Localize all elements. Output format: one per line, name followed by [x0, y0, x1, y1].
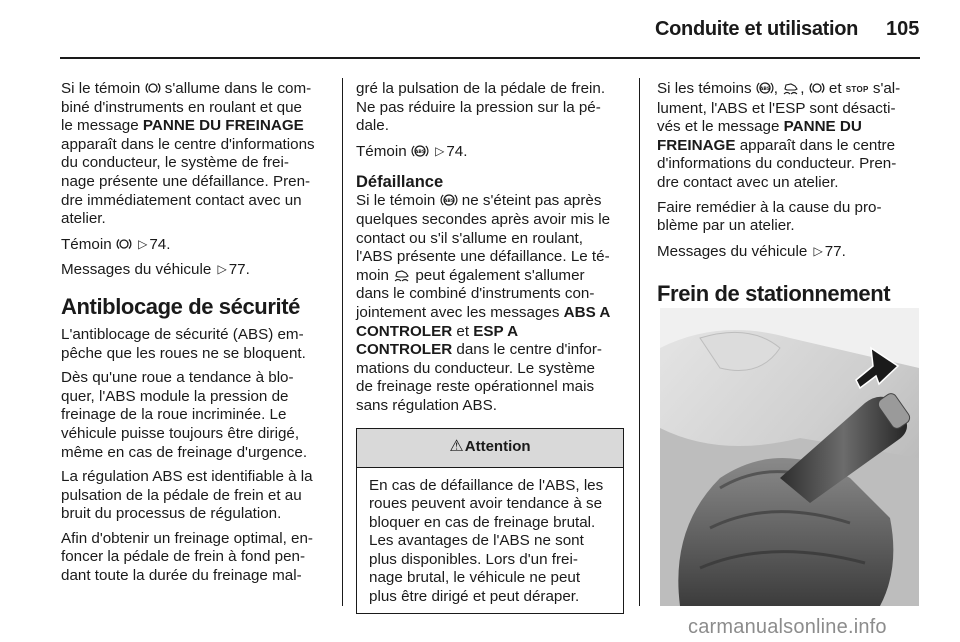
text: dans le centre d'infor- [452, 341, 602, 359]
text: quelques secondes après avoir mis le [356, 210, 611, 228]
esp-warning-icon [393, 268, 411, 282]
text: pulsation de la pédale de frein et au [61, 486, 302, 504]
text: de freinage reste opérationnel mais [356, 378, 595, 396]
text: Si le témoin [356, 192, 440, 210]
text: du conducteur, le système de frei- [61, 154, 289, 172]
text: Si les témoins [657, 80, 756, 97]
text: bruit du processus de régulation. [61, 505, 282, 523]
abs-braking-paragraph [61, 530, 327, 586]
attention-body [357, 468, 623, 613]
text: Faire remédier à la cause du pro- [657, 198, 882, 216]
watermark: carmanualsonline.info [688, 616, 887, 638]
text: le message [61, 117, 143, 135]
reference-arrow-icon: ▷ [435, 143, 445, 158]
abs-esp-deactivated-paragraph [657, 80, 919, 193]
workshop-paragraph [657, 199, 919, 236]
section-heading-abs: Antiblocage de sécurité [61, 293, 300, 319]
text: peut également s'allumer [411, 266, 585, 284]
column-divider-left [342, 78, 343, 606]
text: Si le témoin [61, 80, 145, 97]
text: Ne pas réduire la pression sur la pé- [356, 98, 601, 116]
abs-warning-icon [756, 81, 774, 95]
text: ne s'éteint pas après [457, 192, 602, 210]
text: nage présente une défaillance. Pren- [61, 172, 311, 190]
column-3 [657, 80, 919, 313]
text: , [773, 80, 783, 97]
page-reference-link[interactable]: 77. [228, 261, 250, 279]
text: dant toute la durée du freinage mal- [61, 567, 302, 585]
text: Témoin [61, 235, 116, 253]
text: roues peuvent avoir tendance à se [369, 495, 603, 513]
text: nage brutal, le véhicule ne peut [369, 569, 581, 587]
text: blème par un atelier. [657, 217, 795, 235]
attention-triangle-icon: ⚠ [449, 438, 464, 456]
svg-text:ABS: ABS [443, 199, 454, 205]
text: dans le combiné d'instruments con- [356, 285, 595, 303]
text: dre contact avec un atelier. [657, 173, 839, 191]
text: l'ABS présente une défaillance. Le té- [356, 248, 610, 266]
reference-arrow-icon: ▷ [813, 243, 823, 258]
column-2 [356, 80, 624, 614]
text: biné d'instruments en roulant et que [61, 98, 302, 116]
abs-braking-continued [356, 80, 624, 136]
column-divider-right [639, 78, 640, 606]
svg-text:ABS: ABS [759, 86, 770, 92]
text: L'antiblocage de sécurité (ABS) em- [61, 325, 304, 343]
attention-header [357, 429, 623, 468]
message-esp-a-controler: ESP A [473, 322, 519, 340]
text: sans régulation ABS. [356, 396, 497, 414]
failure-paragraph [356, 192, 624, 415]
text: En cas de défaillance de l'ABS, les [369, 476, 604, 494]
text: freinage de la roue incriminée. Le [61, 406, 287, 424]
svg-text:ABS: ABS [414, 149, 426, 155]
text: s'allume dans le com- [160, 80, 312, 97]
brake-warning-icon [809, 81, 825, 95]
reference-arrow-icon: ▷ [217, 262, 227, 277]
abs-regulation-paragraph [61, 468, 327, 524]
text: Afin d'obtenir un freinage optimal, en- [61, 529, 313, 547]
header-title: Conduite et utilisation [655, 18, 859, 40]
text: lument, l'ABS et l'ESP sont désacti- [657, 99, 896, 117]
text: contact ou s'il s'allume en roulant, [356, 229, 583, 247]
text: véhicule puisse toujours être dirigé, [61, 424, 300, 442]
text: Messages du véhicule [657, 242, 812, 260]
text: s'al- [868, 80, 901, 97]
text: mations du conducteur. Le système [356, 359, 595, 377]
text: pêche que les roues ne se bloquent. [61, 344, 306, 362]
page-number: 105 [886, 18, 920, 40]
text: Messages du véhicule [61, 261, 216, 279]
brake-warning-icon [116, 237, 132, 251]
text: atelier. [61, 210, 106, 228]
text: Témoin [356, 142, 411, 160]
text: apparaît dans le centre d'informations [61, 135, 315, 153]
text: jointement avec les messages [356, 303, 564, 321]
brake-warning-icon [145, 81, 161, 95]
brake-warning-reference [61, 235, 327, 255]
text: d'informations du conducteur. Pren- [657, 155, 897, 173]
header-rule [60, 57, 920, 59]
brake-warning-paragraph [61, 80, 327, 229]
text: Dès qu'une roue a tendance à blo- [61, 369, 294, 387]
section-heading-defaillance: Défaillance [356, 173, 444, 192]
text: vés et le message [657, 118, 784, 136]
section-heading-frein-stationnement: Frein de stationnement [657, 281, 891, 307]
vehicle-messages-reference [61, 260, 327, 280]
parking-brake-photo [660, 308, 919, 606]
page-reference-link[interactable]: 74. [149, 235, 171, 253]
text: même en cas de freinage d'urgence. [61, 443, 308, 461]
text: et [452, 322, 474, 340]
text: moin [356, 266, 394, 284]
text: La régulation ABS est identifiable à la [61, 468, 313, 486]
text: gré la pulsation de la pédale de frein. [356, 80, 606, 97]
text: plus être dirigé et peut déraper. [369, 588, 580, 606]
page-reference-link[interactable]: 77. [824, 242, 846, 260]
text: , [800, 80, 809, 97]
text: et [824, 80, 846, 97]
abs-intro-paragraph [61, 326, 327, 363]
text: bloquer en cas de freinage brutal. [369, 513, 596, 531]
message-panne-freinage: PANNE DU [783, 118, 862, 136]
column-1 [61, 80, 327, 592]
message-esp-a-controler: CONTROLER [356, 341, 453, 359]
attention-box [356, 428, 624, 614]
text: Les avantages de l'ABS ne sont [369, 532, 584, 550]
message-abs-a-controler: ABS A [563, 303, 611, 321]
abs-warning-icon [411, 144, 429, 158]
text: quer, l'ABS module la pression de [61, 387, 289, 405]
esp-warning-icon [782, 81, 800, 95]
stop-icon: STOP [845, 85, 869, 94]
text: foncer la pédale de frein à fond pen- [61, 548, 306, 566]
page-reference-link[interactable]: 74. [446, 142, 468, 160]
abs-function-paragraph [61, 369, 327, 462]
text: apparaît dans le centre [735, 136, 896, 154]
text: dale. [356, 117, 389, 135]
abs-warning-icon [440, 193, 458, 207]
attention-title: Attention [464, 438, 531, 456]
message-panne-freinage: PANNE DU FREINAGE [142, 117, 304, 135]
vehicle-messages-reference [657, 242, 919, 262]
message-abs-a-controler: CONTROLER [356, 322, 453, 340]
abs-warning-reference [356, 142, 624, 162]
reference-arrow-icon: ▷ [138, 236, 148, 251]
message-panne-freinage: FREINAGE [657, 136, 736, 154]
text: dre immédiatement contact avec un [61, 191, 302, 209]
text: plus disponibles. Lors d'un frei- [369, 550, 578, 568]
